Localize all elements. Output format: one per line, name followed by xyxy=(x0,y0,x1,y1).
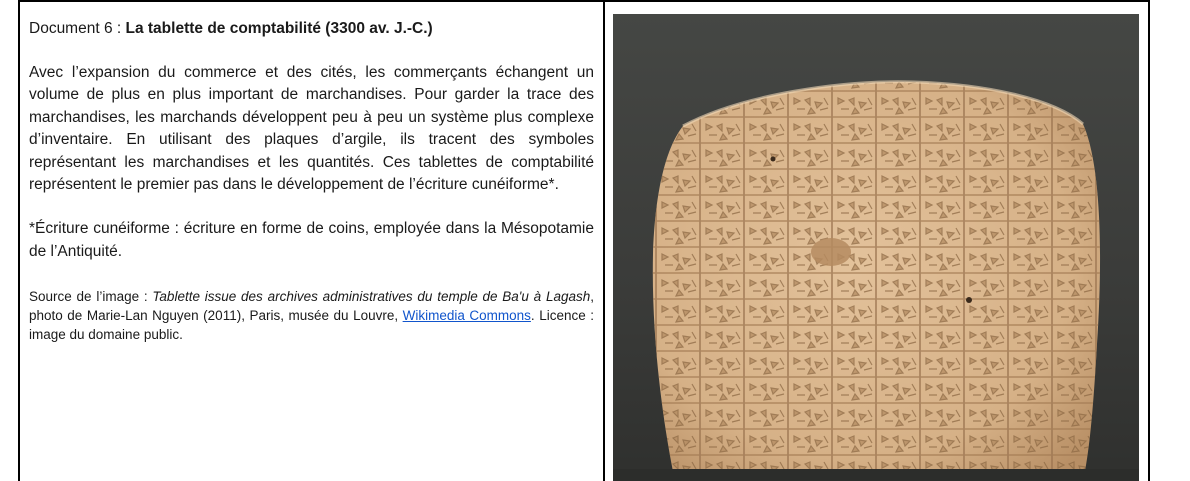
source-middle: , photo de Marie-Lan Nguyen (2011), Paris, musée du Louvre, xyxy=(29,289,595,324)
document-title xyxy=(29,18,594,40)
tablet-damage xyxy=(811,238,851,266)
tablet-photo xyxy=(613,14,1139,481)
main-paragraph: Avec l’expansion du commerce et des cités, les commerçants échangent un volume de plus en plus important de marchandises. Pour garder la trace des marchandises, les marchands développent peu à peu un système plus complexe d’inventaire. En utilisant des plaques d’argile, ils tracent des symboles représentant les marchandises et les quantités. Ces tablettes de comptabilité représentent le premier pas dans le développement de l’écriture cunéiforme*. xyxy=(29,64,594,194)
title-bold: La tablette de comptabilité (3300 av. J.-C.) xyxy=(125,20,433,37)
text-column xyxy=(29,18,594,344)
cuneiform-inscriptions xyxy=(653,82,1100,481)
source-suffix: . Licence : image du domaine public. xyxy=(29,308,594,343)
cuneiform-tablet-image xyxy=(613,14,1139,481)
title-prefix: Document 6 : xyxy=(29,20,126,37)
image-source xyxy=(29,287,594,344)
column-divider xyxy=(603,0,605,481)
source-prefix: Source de l’image : xyxy=(29,289,153,305)
footnote: *Écriture cunéiforme : écriture en forme de coins, employée dans la Mésopotamie de l’Antiquité. xyxy=(29,220,594,260)
source-title: Tablette issue des archives administratives du temple de Ba'u à Lagash xyxy=(152,289,591,305)
wikimedia-link[interactable]: Wikimedia Commons xyxy=(402,308,531,324)
